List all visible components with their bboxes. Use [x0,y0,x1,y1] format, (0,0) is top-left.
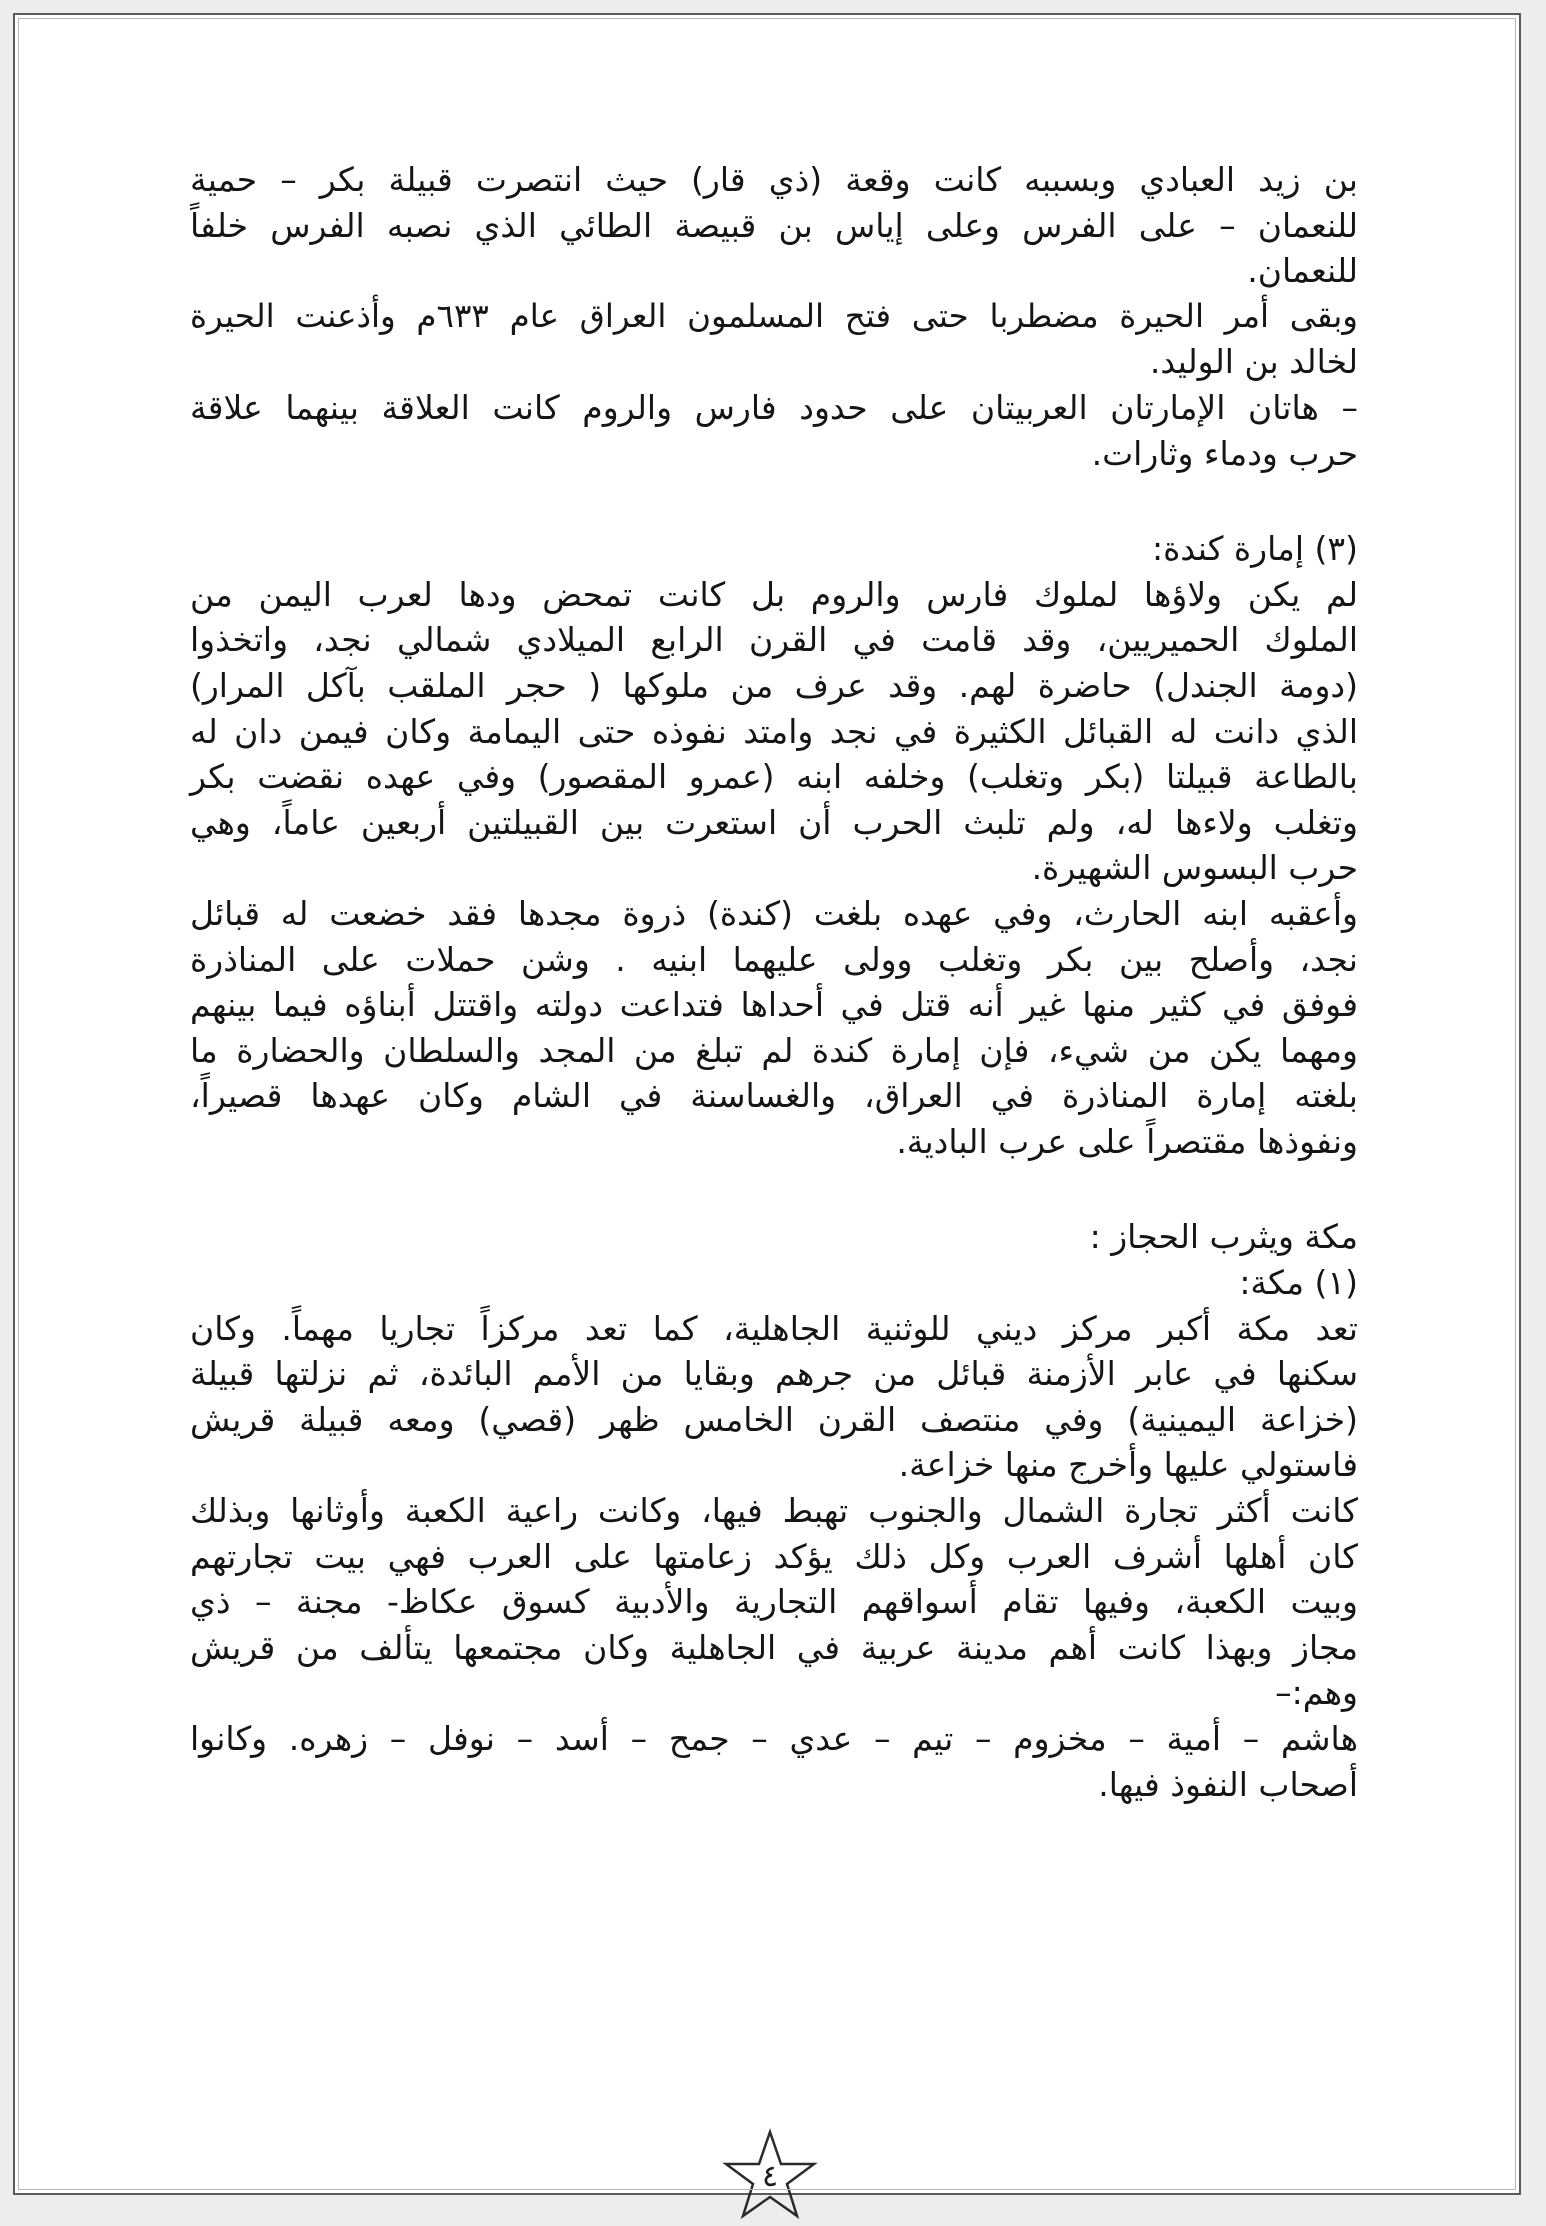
heading-text: (١) مكة: [1239,1263,1358,1303]
text-line: الذي دانت له القبائل الكثيرة في نجد وامتد نفوذه حتى اليمامة وكان فيمن دان له [190,711,1358,751]
text-line: ونفوذها مقتصراً على عرب البادية. [896,1121,1358,1161]
spacer [190,476,1358,526]
text-line: لخالد بن الوليد. [1149,342,1358,382]
text-line: هاشم – أمية – مخزوم – تيم – عدي – جمح – أسد – نوفل – زهره. وكانوا [190,1719,1358,1758]
text-line: – هاتان الإمارتان العربيتان على حدود فارس والروم كانت العلاقة بينهما علاقة [190,387,1358,427]
heading-text: (٣) إمارة كندة: [1152,529,1358,569]
text-line: بالطاعة قبيلتا (بكر وتغلب) وخلفه ابنه (عمرو المقصور) وفي عهده نقضت بكر [190,757,1358,797]
page-number: ٤ [761,2159,779,2194]
text-line: (دومة الجندل) حاضرة لهم. وقد عرف من ملوكها ( حجر الملقب بآكل المرار) [190,665,1358,705]
section-heading-kinda [190,526,1358,572]
text-line: لم يكن ولاؤها لملوك فارس والروم بل كانت تمحض ودها لعرب اليمن من [190,574,1358,614]
text-line: للنعمان – على الفرس وعلى إياس بن قبيصة الطائي الذي نصبه الفرس خلفاً [190,205,1358,245]
text-line: كان أهلها أشرف العرب وكل ذلك يؤكد زعامتها على العرب فهي بيت تجارتهم [190,1536,1358,1576]
spacer [190,1164,1358,1214]
text-line: سكنها في عابر الأزمنة قبائل من جرهم وبقايا من الأمم البائدة، ثم نزلتها قبيلة [190,1354,1358,1394]
text-line: مجاز وبهذا كانت أهم مدينة عربية في الجاهلية وكان مجتمعها يتألف من قريش [190,1627,1358,1667]
paragraph [190,572,1358,891]
section-heading-mecca-yathrib [190,1214,1358,1260]
text-line: ومهما يكن من شيء، فإن إمارة كندة لم تبلغ من المجد والسلطان والحضارة ما [190,1030,1358,1070]
heading-text: مكة ويثرب الحجاز : [1089,1217,1358,1257]
text-line: نجد، وأصلح بين بكر وتغلب وولى عليهما ابنيه . وشن حملات على المناذرة [190,939,1358,979]
page-body [190,157,1358,1807]
text-line: وبيت الكعبة، وفيها تقام أسواقهم التجارية والأدبية كسوق عكاظ- مجنة – ذي [190,1582,1358,1622]
text-line: حرب البسوس الشهيرة. [1031,848,1358,888]
paragraph [190,1488,1358,1716]
text-line: (خزاعة اليمينية) وفي منتصف القرن الخامس ظهر (قصي) ومعه قبيلة قريش [190,1399,1358,1439]
paragraph [190,1306,1358,1488]
document-page [13,13,1521,2195]
text-line: كانت أكثر تجارة الشمال والجنوب تهبط فيها، وكانت راعية الكعبة وأوثانها وبذلك [190,1491,1358,1531]
text-line: وهم:– [1275,1673,1358,1713]
text-line: بن زيد العبادي وبسببه كانت وقعة (ذي قار) حيث انتصرت قبيلة بكر – حمية [190,160,1358,199]
paragraph [190,1716,1358,1807]
text-line: بلغته إمارة المناذرة في العراق، والغساسنة في الشام وكان عهدها قصيراً، [190,1076,1358,1116]
text-line: فوفق في كثير منها غير أنه قتل في أحداها فتداعت دولته واقتتل أبناؤه فيما بينهم [190,985,1358,1025]
text-line: تعد مكة أكبر مركز ديني للوثنية الجاهلية، كما تعد مركزاً تجاريا مهماً. وكان [190,1308,1358,1348]
paragraph [190,157,1358,294]
text-line: للنعمان. [1247,251,1358,291]
text-line: حرب ودماء وثارات. [1091,433,1358,473]
subsection-heading-mecca [190,1260,1358,1306]
paragraph [190,294,1358,385]
text-line: وبقى أمر الحيرة مضطربا حتى فتح المسلمون العراق عام ٦٣٣م وأذعنت الحيرة [190,296,1358,335]
text-line: فاستولي عليها وأخرج منها خزاعة. [898,1445,1358,1485]
paragraph [190,891,1358,1165]
text-line: أصحاب النفوذ فيها. [1098,1764,1358,1804]
paragraph [190,385,1358,476]
text-line: وتغلب ولاءها له، ولم تلبث الحرب أن استعرت بين القبيلتين أربعين عاماً، وهي [190,802,1358,842]
text-line: وأعقبه ابنه الحارث، وفي عهده بلغت (كندة) ذروة مجدها فقد خضعت له قبائل [190,893,1358,933]
text-line: الملوك الحميريين، وقد قامت في القرن الرابع الميلادي شمالي نجد، واتخذوا [190,620,1358,660]
page-number-badge [715,2126,825,2226]
